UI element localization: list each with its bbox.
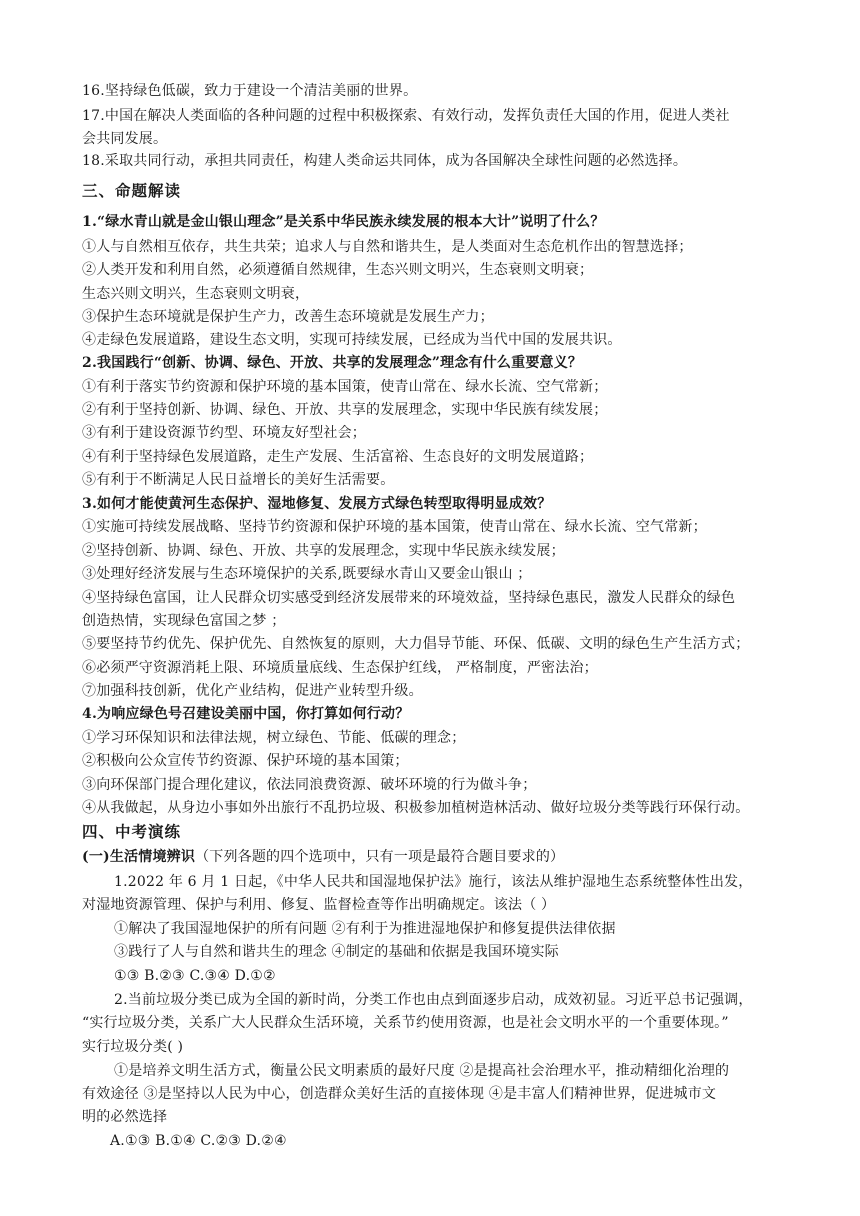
question-heading: 4.为响应绿色号召建设美丽中国，你打算如何行动？ [82, 706, 410, 722]
text-line: ①有利于落实节约资源和保护环境的基本国策，使青山常在、绿水长流、空气常新； [82, 379, 608, 395]
subsection-title: (一)生活情境辨识 [82, 849, 196, 865]
text-line: 16.坚持绿色低碳，致力于建设一个清洁美丽的世界。 [82, 83, 418, 99]
question-text: “实行垃圾分类，关系广大人民群众生活环境，关系节约使用资源，也是社会文明水平的一个重要体现。” [82, 1015, 729, 1031]
text-line: ④走绿色发展道路，建设生态文明，实现可持续发展，已经成为当代中国的发展共识。 [82, 332, 622, 348]
text-line: ②人类开发和利用自然，必须遵循自然规律，生态兴则文明兴，生态衰则文明衰； [82, 262, 594, 278]
section-heading: 四、中考演练 [82, 822, 182, 841]
text-line: ③保护生态环境就是保护生产力，改善生态环境就是发展生产力； [82, 309, 494, 325]
answer-options: ①③ B.②③ C.③④ D.①② [114, 968, 276, 984]
text-line: 生态兴则文明兴，生态衰则文明衰， [82, 286, 310, 302]
question-text: 1.2022 年 6 月 1 日起，《中华人民共和国湿地保护法》施行，该法从维护湿地生态系统整体性出发， [114, 874, 753, 890]
section-heading: 三、命题解读 [82, 181, 182, 200]
question-text: 对湿地资源管理、保护与利用、修复、监督检查等作出明确规定。该法（ ） [82, 897, 556, 913]
text-line: ②积极向公众宣传节约资源、保护环境的基本国策； [82, 753, 409, 769]
text-line: ③向环保部门提合理化建议，依法同浪费资源、破坏环境的行为做斗争； [82, 777, 537, 793]
option-line: ③践行了人与自然和谐共生的理念 ④制定的基础和依据是我国环境实际 [114, 944, 559, 960]
text-line: 会共同发展。 [82, 131, 168, 147]
question-heading: 2.我国践行“创新、协调、绿色、开放、共享的发展理念”理念有什么重要意义？ [82, 355, 583, 371]
text-line: ①实施可持续发展战略、坚持节约资源和保护环境的基本国策，使青山常在、绿水长流、空气常新； [82, 519, 707, 535]
subsection-note: （下列各题的四个选项中，只有一项是最符合题目要求的） [195, 849, 565, 865]
option-line: ①是培养文明生活方式，衡量公民文明素质的最好尺度 ②是提高社会治理水平，推动精细化治理的 [114, 1063, 730, 1079]
text-line: ⑤有利于不断满足人民日益增长的美好生活需要。 [82, 472, 395, 488]
question-heading: 3.如何才能使黄河生态保护、湿地修复、发展方式绿色转型取得明显成效？ [82, 496, 552, 512]
text-line: ③有利于建设资源节约型、环境友好型社会； [82, 425, 366, 441]
text-line: ⑦加强科技创新，优化产业结构，促进产业转型升级。 [82, 683, 423, 699]
answer-options: A.①③ B.①④ C.②③ D.②④ [110, 1133, 287, 1149]
option-line: 有效途径 ③是坚持以人民为中心，创造群众美好生活的直接体现 ④是丰富人们精神世界，促进城市文 [82, 1086, 717, 1102]
option-line: ①解决了我国湿地保护的所有问题 ②有利于为推进湿地保护和修复提供法律依据 [114, 921, 616, 937]
text-line: ③处理好经济发展与生态环境保护的关系,既要绿水青山又要金山银山 ； [82, 566, 532, 582]
subsection-line [82, 846, 782, 868]
text-line: 17.中国在解决人类面临的各种问题的过程中积极探索、有效行动，发挥负责任大国的作用，促进人类社 [82, 108, 730, 124]
text-line: ①学习环保知识和法律法规，树立绿色、节能、低碳的理念； [82, 730, 466, 746]
text-line: 创造热情，实现绿色富国之梦 ； [82, 613, 286, 629]
question-text: 2.当前垃圾分类已成为全国的新时尚，分类工作也由点到面逐步启动，成效初显。习近平总书记强调， [114, 992, 753, 1008]
text-line: ⑤要坚持节约优先、保护优先、自然恢复的原则，大力倡导节能、环保、低碳、文明的绿色生产生活方式； [82, 636, 750, 652]
text-line: ⑥必须严守资源消耗上限、环境质量底线、生态保护红线， 严格制度，严密法治； [82, 660, 598, 676]
question-text: 实行垃圾分类( ) [82, 1039, 184, 1055]
text-line: ④有利于坚持绿色发展道路，走生产发展、生活富裕、生态良好的文明发展道路； [82, 449, 594, 465]
text-line: ②坚持创新、协调、绿色、开放、共享的发展理念，实现中华民族永续发展； [82, 543, 565, 559]
option-line: 明的必然选择 [82, 1109, 168, 1125]
text-line: 18.采取共同行动，承担共同责任，构建人类命运共同体，成为各国解决全球性问题的必然选择。 [82, 153, 688, 169]
text-line: ②有利于坚持创新、协调、绿色、开放、共享的发展理念，实现中华民族有续发展； [82, 402, 608, 418]
text-line: ④坚持绿色富国，让人民群众切实感受到经济发展带来的环境效益，坚持绿色惠民，激发人民群众的绿色 [82, 590, 736, 606]
question-heading: 1.“绿水青山就是金山银山理念”是关系中华民族永续发展的根本大计”说明了什么？ [82, 214, 605, 230]
text-line: ①人与自然相互依存，共生共荣；追求人与自然和谐共生，是人类面对生态危机作出的智慧选择； [82, 239, 693, 255]
text-line: ④从我做起，从身边小事如外出旅行不乱扔垃圾、积极参加植树造林活动、做好垃圾分类等践行环保行动。 [82, 800, 750, 816]
